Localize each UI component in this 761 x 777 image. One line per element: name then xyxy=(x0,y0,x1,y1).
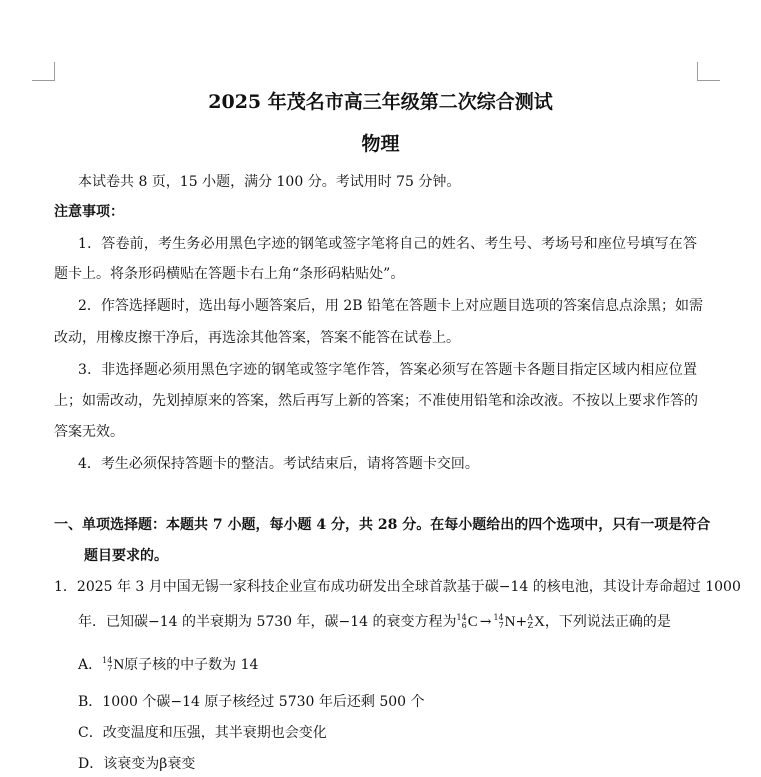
crop-mark-top-right xyxy=(697,62,720,81)
notice-heading: 注意事项： xyxy=(54,204,124,220)
question-1-line-2 xyxy=(78,612,671,632)
option-c: C．改变温度和压强，其半衰期也会变化 xyxy=(78,725,327,741)
notice-item-3-line-2: 上；如需改动，先划掉原来的答案，然后再写上新的答案；不准使用铅笔和涂改液。不按以上要求作答的 xyxy=(54,393,698,409)
option-d: D．该衰变为β衰变 xyxy=(78,756,196,772)
option-b: B．1000 个碳−14 原子核经过 5730 年后还剩 500 个 xyxy=(78,694,425,710)
option-a: A． 14 7 N 原子核的中子数为 14 xyxy=(78,656,259,673)
notice-item-2-line-2: 改动，用橡皮擦干净后，再选涂其他答案，答案不能答在试卷上。 xyxy=(54,330,460,346)
plus-sign: + xyxy=(515,614,528,630)
subject-title: 物理 xyxy=(361,133,400,155)
crop-mark-top-left xyxy=(32,62,55,81)
notice-item-3-line-3: 答案无效。 xyxy=(54,424,124,440)
nuclide-carbon-14: 14 6 C xyxy=(456,613,478,630)
nuclide-nitrogen-14-option: 14 7 N xyxy=(102,656,125,673)
notice-item-1-line-1: 1．答卷前，考生务必用黑色字迹的钢笔或签字笔将自己的姓名、考生号、考场号和座位号填写在答 xyxy=(78,236,697,252)
decay-arrow: → xyxy=(479,614,492,630)
nuclide-unknown-x: A Z X xyxy=(527,613,545,630)
question-1-line-1: 1．2025 年 3 月中国无锡一家科技企业宣布成功研发出全球首款基于碳−14 的核电池，其设计寿命超过 1000 xyxy=(54,579,741,595)
nuclide-nitrogen-14: 14 7 N xyxy=(493,613,516,630)
section-1-heading: 一、单项选择题：本题共 7 小题，每小题 4 分，共 28 分。在每小题给出的四个选项中，只有一项是符合 xyxy=(54,517,711,533)
notice-item-1-line-2: 题卡上。将条形码横贴在答题卡右上角“条形码粘贴处”。 xyxy=(54,266,405,282)
notice-item-3-line-1: 3．非选择题必须用黑色字迹的钢笔或签字笔作答，答案必须写在答题卡各题目指定区域内相应位置 xyxy=(78,362,697,378)
question-1-text-after: ，下列说法正确的是 xyxy=(544,614,671,630)
exam-intro: 本试卷共 8 页，15 小题，满分 100 分。考试用时 75 分钟。 xyxy=(78,174,461,190)
section-1-heading-cont: 题目要求的。 xyxy=(84,548,168,564)
notice-item-4: 4．考生必须保持答题卡的整洁。考试结束后，请将答题卡交回。 xyxy=(78,456,479,472)
question-1-text-before: 年．已知碳−14 的半衰期为 5730 年，碳−14 的衰变方程为 xyxy=(78,614,457,630)
notice-item-2-line-1: 2．作答选择题时，选出每小题答案后，用 2B 铅笔在答题卡上对应题目选项的答案信息点涂黑；如需 xyxy=(78,298,704,314)
exam-title: 2025 年茂名市高三年级第二次综合测试 xyxy=(208,91,553,113)
